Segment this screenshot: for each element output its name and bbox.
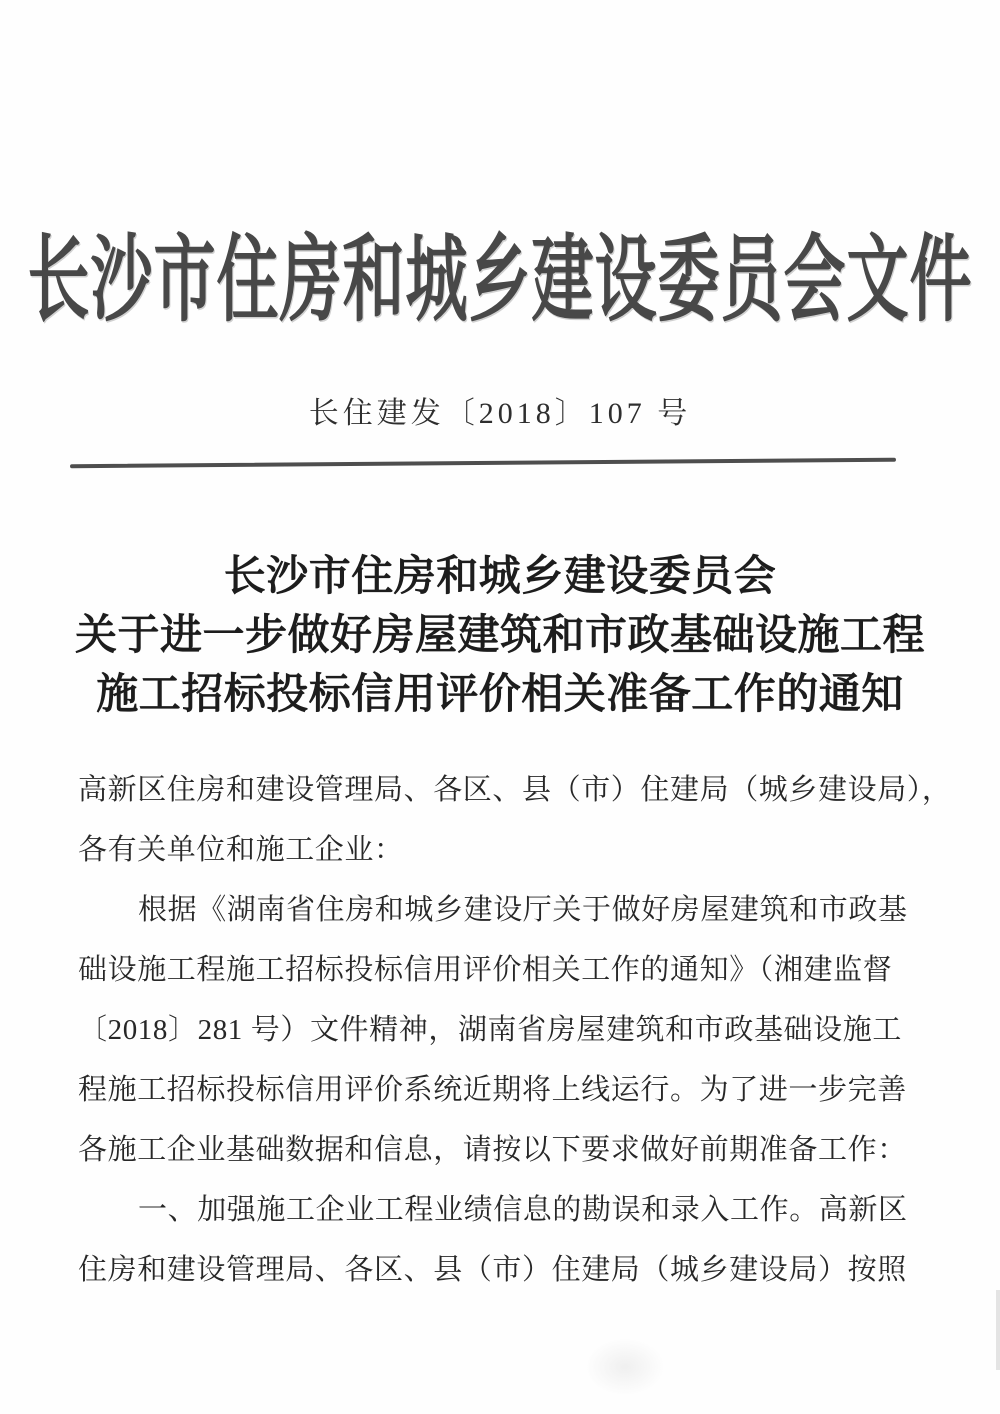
- notice-title-line-1: 长沙市住房和城乡建设委员会: [223, 554, 777, 600]
- item-1-line-1: 一、加强施工企业工程业绩信息的勘误和录入工作。高新区: [138, 1194, 908, 1226]
- scan-smudge-artifact: [585, 1338, 665, 1396]
- header-separator-rule: [70, 458, 896, 468]
- paragraph-1-line-3: 〔2018〕281 号）文件精神，湖南省房屋建筑和市政基础设施工: [78, 1014, 902, 1046]
- addressee-line-1: 高新区住房和建设管理局、各区、县（市）住建局（城乡建设局），: [78, 774, 952, 806]
- notice-title-line-2: 关于进一步做好房屋建筑和市政基础设施工程: [74, 613, 925, 659]
- paragraph-1-line-2: 础设施工程施工招标投标信用评价相关工作的通知》（湘建监督: [78, 954, 893, 986]
- document-body: [78, 760, 952, 1300]
- agency-banner-title: 长沙市住房和城乡建设委员会文件: [27, 229, 973, 334]
- paragraph-1-line-1: 根据《湖南省住房和城乡建设厅关于做好房屋建筑和市政基: [138, 894, 908, 926]
- item-1-line-2: 住房和建设管理局、各区、县（市）住建局（城乡建设局）按照: [78, 1254, 907, 1286]
- notice-title: [0, 548, 1000, 725]
- notice-title-line-3: 施工招标投标信用评价相关准备工作的通知: [96, 672, 904, 718]
- scan-edge-artifact: [996, 1290, 1000, 1370]
- addressee-line-2: 各有关单位和施工企业：: [78, 834, 404, 866]
- paragraph-1-line-4: 程施工招标投标信用评价系统近期将上线运行。为了进一步完善: [78, 1074, 907, 1106]
- document-reference-number: 长住建发〔2018〕107 号: [308, 397, 692, 430]
- paragraph-1-line-5: 各施工企业基础数据和信息，请按以下要求做好前期准备工作：: [78, 1134, 907, 1166]
